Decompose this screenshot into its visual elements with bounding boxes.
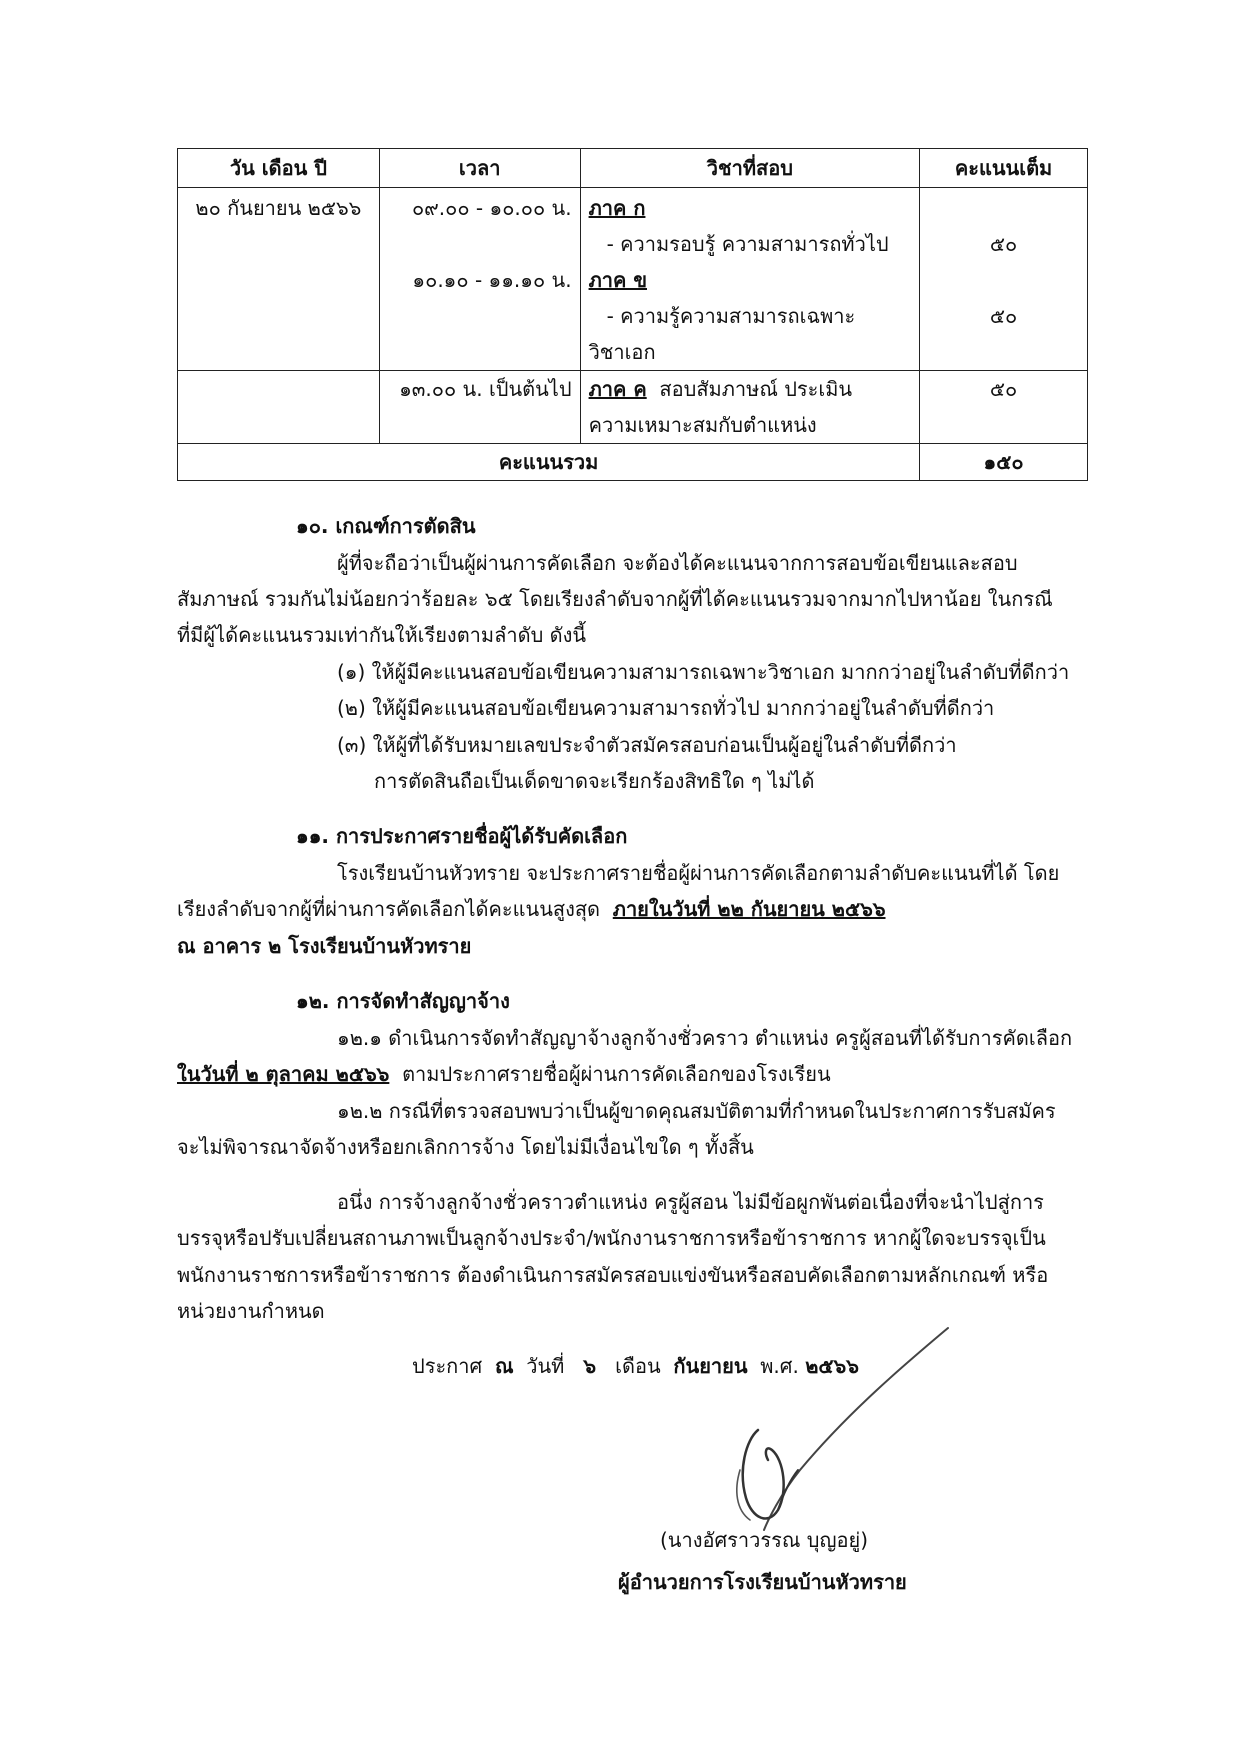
part-c-cell (580, 371, 920, 444)
announcement-date-line: ประกาศ ณ วันที่ ๖ เดือน กันยายน พ.ศ. ๒๕๖๖ (412, 1354, 859, 1378)
part-c-text-cont: ความเหมาะสมกับตำแหน่ง (588, 413, 817, 437)
time-slot-2: ๑๐.๑๐ - ๑๑.๑๐ น. (412, 268, 572, 292)
part-b-score: ๕๐ (989, 304, 1018, 328)
part-c-text: สอบสัมภาษณ์ ประเมิน (659, 377, 853, 401)
signer-name: (นางอัศราวรรณ บุญอยู่) (660, 1528, 869, 1552)
section-12-1-line-2 (177, 1056, 831, 1092)
part-b-item: - ความรู้ความสามารถเฉพาะ (606, 304, 856, 328)
note-line-2: บรรจุหรือปรับเปลี่ยนสถานภาพเป็นลูกจ้างประจำ/พนักงานราชการหรือข้าราชการ หากผู้ใดจะบรรจุเป็น (177, 1226, 1046, 1250)
exam-scores (920, 188, 1088, 371)
header-time: เวลา (379, 149, 580, 188)
header-full-score: คะแนนเต็ม (920, 149, 1088, 188)
note-line-4: หน่วยงานกำหนด (177, 1299, 325, 1323)
table-header-row (178, 149, 1088, 188)
section-12-2-line-1: ๑๒.๒ กรณีที่ตรวจสอบพบว่าเป็นผู้ขาดคุณสมบัติตามที่กำหนดในประกาศการรับสมัคร (337, 1099, 1056, 1123)
criteria-item-3: (๓) ให้ผู้ที่ได้รับหมายเลขประจำตัวสมัครสอบก่อนเป็นผู้อยู่ในลำดับที่ดีกว่า (337, 733, 957, 757)
part-b-item-cont: วิชาเอก (588, 340, 656, 364)
criteria-item-1: (๑) ให้ผู้มีคะแนนสอบข้อเขียนความสามารถเฉพาะวิชาเอก มากกว่าอยู่ในลำดับที่ดีกว่า (337, 660, 1070, 684)
exam-schedule-table (177, 148, 1088, 481)
announce-year: ๒๕๖๖ (805, 1354, 859, 1378)
table-row (178, 188, 1088, 371)
total-label: คะแนนรวม (178, 444, 920, 481)
header-date: วัน เดือน ปี (178, 149, 380, 188)
part-a-item: - ความรอบรู้ ความสามารถทั่วไป (606, 232, 889, 256)
section-10-para-line-3: ที่มีผู้ได้คะแนนรวมเท่ากันให้เรียงตามลำดับ ดังนี้ (177, 623, 587, 647)
signer-title: ผู้อำนวยการโรงเรียนบ้านหัวทราย (618, 1570, 907, 1594)
section-10-heading: ๑๐. เกณฑ์การตัดสิน (296, 514, 476, 538)
time-slot-1: ๐๙.๐๐ - ๑๐.๐๐ น. (411, 196, 572, 220)
part-a-score: ๕๐ (989, 232, 1018, 256)
time-slot-3: ๑๓.๐๐ น. เป็นต้นไป (379, 371, 580, 444)
exam-times (379, 188, 580, 371)
criteria-item-2: (๒) ให้ผู้มีคะแนนสอบข้อเขียนความสามารถทั่วไป มากกว่าอยู่ในลำดับที่ดีกว่า (337, 696, 995, 720)
section-12-1-line-1: ๑๒.๑ ดำเนินการจัดทำสัญญาจ้างลูกจ้างชั่วคราว ตำแหน่ง ครูผู้สอนที่ได้รับการคัดเลือก (337, 1026, 1073, 1050)
table-row (178, 371, 1088, 444)
section-11-para-line-1: โรงเรียนบ้านหัวทราย จะประกาศรายชื่อผู้ผ่านการคัดเลือกตามลำดับคะแนนที่ได้ โดย (337, 861, 1060, 885)
table-total-row (178, 444, 1088, 481)
part-c-title: ภาค ค (588, 377, 647, 401)
announce-deadline: ภายในวันที่ ๒๒ กันยายน ๒๕๖๖ (612, 897, 886, 921)
note-line-1: อนึ่ง การจ้างลูกจ้างชั่วคราวตำแหน่ง ครูผู้สอน ไม่มีข้อผูกพันต่อเนื่องที่จะนำไปสู่การ (337, 1190, 1044, 1214)
announce-day: ๖ (583, 1354, 597, 1378)
header-subject: วิชาที่สอบ (580, 149, 920, 188)
decision-final-note: การตัดสินถือเป็นเด็ดขาดจะเรียกร้องสิทธิใด ๆ ไม่ได้ (374, 769, 815, 793)
part-a-title: ภาค ก (588, 196, 646, 220)
total-score: ๑๕๐ (920, 444, 1088, 481)
section-11-para-line-2 (177, 891, 886, 927)
section-10-para-line-1: ผู้ที่จะถือว่าเป็นผู้ผ่านการคัดเลือก จะต้องได้คะแนนจากการสอบข้อเขียนและสอบ (337, 551, 1018, 575)
handwritten-signature (680, 1320, 970, 1550)
announce-location: ณ อาคาร ๒ โรงเรียนบ้านหัวทราย (177, 934, 472, 958)
part-c-score: ๕๐ (920, 371, 1088, 444)
section-12-2-line-2: จะไม่พิจารณาจัดจ้างหรือยกเลิกการจ้าง โดยไม่มีเงื่อนไขใด ๆ ทั้งสิ้น (177, 1135, 754, 1159)
exam-date: ๒๐ กันยายน ๒๕๖๖ (178, 188, 380, 371)
section-10-para-line-2: สัมภาษณ์ รวมกันไม่น้อยกว่าร้อยละ ๖๕ โดยเรียงลำดับจากผู้ที่ได้คะแนนรวมจากมากไปหาน้อย ในกรณี (177, 587, 1053, 611)
exam-subjects (580, 188, 920, 371)
section-11-heading: ๑๑. การประกาศรายชื่อผู้ได้รับคัดเลือก (296, 824, 628, 848)
note-line-3: พนักงานราชการหรือข้าราชการ ต้องดำเนินการสมัครสอบแข่งขันหรือสอบคัดเลือกตามหลักเกณฑ์ หรือ (177, 1263, 1049, 1287)
section-12-1-line-2-text: ตามประกาศรายชื่อผู้ผ่านการคัดเลือกของโรงเรียน (402, 1062, 831, 1086)
section-12-heading: ๑๒. การจัดทำสัญญาจ้าง (296, 989, 510, 1013)
part-b-title: ภาค ข (588, 268, 647, 292)
contract-date: ในวันที่ ๒ ตุลาคม ๒๕๖๖ (177, 1062, 390, 1086)
announce-month: กันยายน (673, 1354, 748, 1378)
section-11-para-line-2-text: เรียงลำดับจากผู้ที่ผ่านการคัดเลือกได้คะแนนสูงสุด (177, 897, 601, 921)
